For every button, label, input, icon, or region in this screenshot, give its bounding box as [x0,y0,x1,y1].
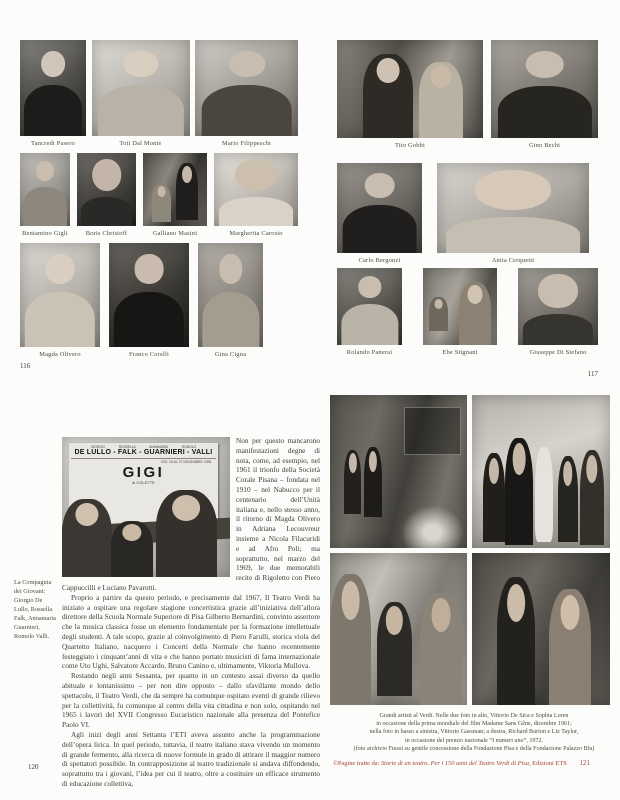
figure-silhouette [152,184,171,222]
photo-side-caption: La Compagnia dei Giovani: Giorgio De Lullo, Rossella Falk, Annamaria Guarnieri, Romolo Valli. [14,579,56,640]
theatre-box [404,407,461,455]
figure-silhouette [497,577,536,705]
page-number-121: 121 [579,759,590,767]
figure-silhouette [344,450,362,514]
page-number-116: 116 [20,362,31,370]
page-number-120: 120 [28,763,39,771]
photo-ebe-stignani [423,268,497,357]
photo-caption: Tancredi Pasero [31,140,75,147]
footer-text: ©Pagine tratte da: Storie di un teatro. Per i 150 anni del Teatro Verdi di Pisa, Edizioni ETS [333,760,567,767]
photo-boris-christoff [77,153,136,238]
photo-compagnia-dei-giovani [62,437,230,577]
photo-magda-olivero [20,243,100,359]
figure-silhouette [459,282,492,345]
page-120 [14,436,320,788]
body-text [62,436,320,789]
poster-first-names: GIORGIO ROSSELLA ANNAMARIA ROMOLO [90,444,197,449]
photo-caption: Magda Olivero [39,351,81,358]
photo-caption: Tito Gobbi [395,142,425,149]
photo-toti-dal-monte [92,40,190,148]
caption-line: nella foto in basso a sinistra, Vittorio Gassman; a destra, Richard Burton e Liz Taylor, [369,729,579,736]
photo-row [20,40,298,148]
figure-silhouette [176,163,198,220]
photo-tito-gobbi [337,40,483,150]
caption-line: Grandi artisti al Verdi. Nelle due foto in alto, Vittorio De Sica e Sophia Loren [379,713,569,719]
photo-grid [330,395,615,705]
white-gown [535,447,553,542]
photo-caption: Gina Cigna [214,351,247,358]
figure-silhouette [580,450,605,545]
photo-caption: Boris Christoff [85,230,128,237]
figure-silhouette [111,521,153,577]
photo-caption: Carlo Bergonzi [358,257,401,264]
photo-margherita-carosio [214,153,298,238]
caption-line: in occasione del premio nazionale “I numeri uno”, 1972. [404,737,544,744]
photo-caption: Ebe Stignani [442,349,478,356]
photo-giuseppe-di-stefano [518,268,598,357]
photo-tancredi-pasero [20,40,86,148]
figure-silhouette [377,602,413,696]
photo-row [337,40,598,150]
figure-silhouette [483,453,505,542]
figure-silhouette [364,447,382,517]
caption-line: in occasione della prima mondiale del film Madame Sans Gêne, dicembre 1961; [376,721,572,728]
page-116 [20,40,298,370]
grid-caption [348,712,600,753]
photo-caption: Mario Filippeschi [221,140,272,147]
photo-caption: Galliano Masini [152,230,198,237]
figure-silhouette [62,499,112,577]
photo-mario-filippeschi [195,40,298,148]
figure-silhouette [419,62,463,138]
poster-title: GIGI [122,464,165,482]
figure-silhouette [420,593,461,705]
photo-caption: Toti Dal Monte [119,140,162,147]
figure-silhouette [429,297,448,331]
photo-gassman [330,553,467,705]
page-number-117: 117 [587,370,598,378]
photo-rolando-panerai [337,268,402,357]
figure-silhouette [156,490,216,577]
paragraph: Restando negli anni Sessanta, per quanto in un contesto assai diverso da quello abituale e lontanissimo – per non dire opposto – dallo sfavillante mondo dello spettacolo, il Teatro Verdi, che da sempre ha comunque ospitato eventi di grande rilievo per la collettività, fu comunque al centro della vita cittadina e non solo, ospitando nel 1965 i lavori del XVII Congresso Eucaristico nazionale alla presenza del Pontefice Paolo VI. [62,671,320,730]
photo-caption: Franco Corelli [129,351,169,358]
photo-beniamino-gigli [20,153,70,238]
photo-row [337,268,598,357]
copyright-footer [333,759,615,767]
page-121 [330,395,615,780]
photo-burton-taylor [472,553,610,705]
paragraph: Proprio a partire da questo periodo, e precisamente dal 1967, Il Teatro Verdi ha iniziato a ospitare una regolare stagione concertistica grazie all’iniziativa dell’allora direttore della Scuola Normale Superiore di Pisa Gilberto Bernardini, convinto assertore che la musica classica fosse un elemento fondamentale per la formazione intellettuale degli studenti. A tale scopo, grazie al coinvolgimento di Piero Farulli, storica viola del Quartetto Italiano, nacquero i Concerti della Normale che hanno recentemente festeggiato i cinquant’anni di vita e che hanno portato musicisti di fama internazionale come Uto Ughi, Salvatore Accardo, Bruno Canino e, ultimamente, Viktoria Mullova. [62,592,320,671]
figure-silhouette [505,438,533,545]
photo-row [20,243,298,359]
photo-desica-loren-stage [330,395,467,548]
page-117 [337,40,598,378]
photo-carlo-bergonzi [337,163,422,265]
photo-row [20,153,298,238]
poster-author: di COLETTE [132,480,155,486]
photo-row [337,163,598,265]
paragraph: Non per questo mancarono manifestazioni degne di nota, come, ad esempio, nel 1961 il trionfo della Società Corale Pisana – fondata nel 1910 – nel Nabucco per il centenario dell’Unità italiana e, nello stesso anno, il ritorno di Magda Olivero in Adriana Lecouvreur insieme a Nicola Filacuridi e ad Afro Poli; ma soprattutto, nel marzo del 1969, le due memorabili recite di Rigoletto con Piero Cappuccilli e Luciano Pavarotti. [62,436,320,592]
photo-gino-bechi [491,40,598,150]
photo-caption: Gino Bechi [528,142,561,149]
figure-silhouette [549,589,590,705]
poster-dates: GIO. 24 AL 27 NOVEMBRE 1955 [161,460,212,465]
paragraph: Agli inizi degli anni Settanta l’ETI aveva assunto anche la programmazione dell’opera lirica. In quel periodo, tuttavia, il teatro italiano stava vivendo un momento di grande fermento, alla ricerca di nuove formule in grado di attirare il maggior numero di spettatori possibile. In contrapposizione al teatro tradizionale si andava diffondendo, soprattutto tra i giovani, l’idea per cui il teatro, oltre a costituire un efficace strumento di educazione collettiva, [62,729,320,788]
photo-desica-loren-foyer [472,395,610,548]
figure-silhouette [330,574,371,705]
photo-caption: Margherita Carosio [229,230,283,237]
photo-caption: Giuseppe Di Stefano [529,349,587,356]
photo-caption: Anita Cerquetti [491,257,535,264]
photo-caption: Rolando Panerai [346,349,393,356]
figure-silhouette [363,54,413,138]
poster-surnames: DE LULLO - FALK - GUARNIERI - VALLI [71,449,217,460]
caption-credit-line: (foto archivio Frassi su gentile concessione della Fondazione Pisa e della Fondazione Palazzo Blu) [353,745,595,752]
photo-franco-corelli [109,243,189,359]
photo-caption: Beniamino Gigli [22,230,68,237]
photo-gina-cigna [198,243,263,359]
figure-silhouette [558,456,579,542]
flowers [401,505,464,548]
photo-galliano-masini [143,153,207,238]
photo-anita-cerquetti [437,163,589,265]
